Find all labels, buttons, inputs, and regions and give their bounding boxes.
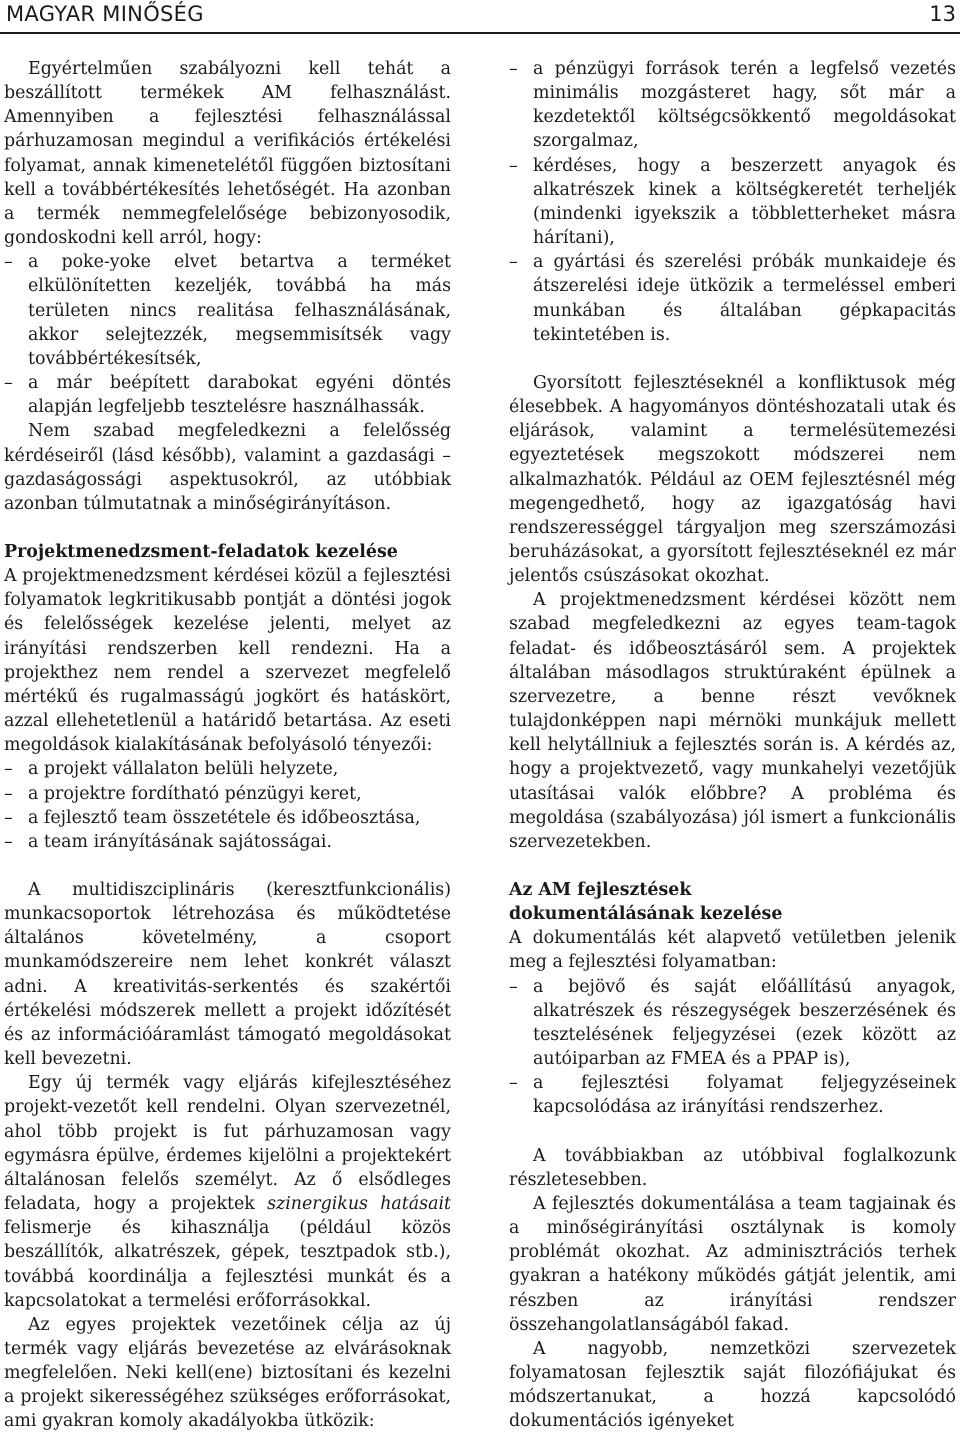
running-header	[0, 0, 960, 34]
paragraph: A dokumentálás két alapvető vetületben jelenik meg a fejlesztési folyamatban:	[509, 928, 956, 973]
paragraph: A fejlesztés dokumentálása a team tagjainak és a minőségirányítási osztálynak is komoly problémát okozhat. Az adminisztrációs terhek gyakran a hatékony működés gátját jelentik, ami részben az irányítási rendszer összehangolatlanságából fakad.	[509, 1193, 956, 1335]
left-column	[4, 57, 451, 1434]
list-item: – a pénzügyi források terén a legfelső vezetés minimális mozgásteret hagy, sőt már a kezdetektől költségcsökkentő megoldásokat szorgalmaz,	[509, 57, 956, 154]
list-item: – a gyártási és szerelési próbák munkaideje és átszerelési ideje ütközik a termeléssel emberi munkában és általában gépkapacitás tekintetében is.	[509, 250, 956, 347]
paragraph: Egy új termék vagy eljárás kifejlesztéséhez projekt-vezetőt kell rendelni. Olyan szervezetnél, ahol több projekt is fut párhuzamosan vagy egymásra épülve, érdemes kijelölni a projektekért általánosan felelős személyt. Az ő elsődleges feladata, hogy a projektek szinergikus hatásait felismerje és kihasználja (például közös beszállítók, alkatrészek, gépek, tesztpadok stb.), továbbá koordinálja a fejlesztési munkát és a kapcsolatokat a termelési erőforrásokkal.	[4, 1073, 452, 1311]
list-item: – a poke-yoke elvet betartva a terméket elkülönítetten kezeljék, továbbá ha más területen nincs realitása felhasználásának, akkor selejtezzék, megsemmisítsék vagy továbbértékesítsék,	[4, 250, 451, 371]
bullet-list	[509, 975, 956, 1120]
paragraph: A továbbiakban az utóbbival foglalkozunk részletesebben.	[509, 1145, 956, 1190]
section-heading: Az AM fejlesztések dokumentálásának kezelése	[509, 880, 783, 925]
list-item: – a team irányításának sajátosságai.	[4, 830, 451, 854]
list-item: – kérdéses, hogy a beszerzett anyagok és alkatrészek kinek a költségkeretét terheljék (mindenki igyekszik a többletterheket másra hárítani),	[509, 154, 956, 251]
paragraph: Az egyes projektek vezetőinek célja az új termék vagy eljárás bevezetése az elvárásoknak megfelelően. Neki kell(ene) biztosítani és kezelni a projekt sikerességéhez szükséges erőforrásokat, ami gyakran komoly akadályokba ütközik:	[4, 1314, 451, 1432]
bullet-list	[4, 250, 451, 419]
section-heading: Projektmenedzsment-feladatok kezelése	[4, 541, 398, 562]
list-item: – a fejlesztési folyamat feljegyzéseinek kapcsolódása az irányítási rendszerhez.	[509, 1071, 956, 1119]
bullet-list	[4, 757, 451, 854]
bullet-list	[509, 57, 956, 347]
page-number: 13	[929, 2, 956, 26]
paragraph: A projektmenedzsment kérdései között nem szabad megfeledkezni az egyes team-tagok feladat- és időbeosztásáról sem. A projektek általában másodlagos struktúraként épülnek a szervezetre, a benne részt vevőknek tulajdonképpen napi mérnöki munkájuk mellett kell helytállniuk a fejlesztés során is. A kérdés az, hogy a projektvezető, vagy munkahelyi vezetőjük utasításai valók előbbre? A probléma és megoldása (szabályozása) jól ismert a funkcionális szervezetekben.	[509, 590, 956, 852]
paragraph: A nagyobb, nemzetközi szervezetek folyamatosan fejlesztik saját filozófiájukat és módszertanukat, a hozzá kapcsolódó dokumentációs igényeket	[509, 1338, 956, 1432]
list-item: – a fejlesztő team összetétele és időbeosztása,	[4, 806, 451, 830]
journal-title: MAGYAR MINŐSÉG	[6, 2, 204, 26]
list-item: – a projekt vállalaton belüli helyzete,	[4, 757, 451, 781]
list-item: – a projektre fordítható pénzügyi keret,	[4, 782, 451, 806]
list-item: – a bejövő és saját előállítású anyagok, alkatrészek és részegységek beszerzésének és tesztelésének feljegyzései (ezek között az autóiparban az FMEA és a PPAP is),	[509, 975, 956, 1072]
paragraph: A projektmenedzsment kérdései közül a fejlesztési folyamatok legkritikusabb pontját a döntési jogok és felelősségek kezelése jelenti, melyet az irányítási rendszerben kell rendezni. Ha a projekthez nem rendel a szervezet megfelelő mértékű és rugalmasságú jogkört és hatáskört, azzal ellehetetlenül a határidő betartása. Az eseti megoldások kialakításának befolyásoló tényezői:	[4, 566, 451, 756]
emphasis-text: szinergikus hatásait	[267, 1194, 452, 1215]
paragraph: A multidiszciplináris (keresztfunkcionális) munkacsoportok létrehozása és működtetése általános követelmény, a csoport munkamódszereire nem lehet konkrét választ adni. A kreativitás-serkentés és szakértői értékelési módszerek mellett a projekt időzítését és az információáramlást támogató megoldásokat kell bevezetni.	[4, 880, 451, 1070]
right-column	[509, 57, 956, 1433]
paragraph: Egyértelműen szabályozni kell tehát a beszállított termékek AM felhasználást. Amennyiben a fejlesztési felhasználással párhuzamosan megindul a verifikációs értékelési folyamat, annak kimenetelétől függően biztosítani kell a továbbértékesítés lehetőségét. Ha azonban a termék nemmegfelelősége bebizonyosodik, gondoskodni kell arról, hogy:	[4, 59, 451, 249]
paragraph: Gyorsított fejlesztéseknél a konfliktusok még élesebbek. A hagyományos döntéshozatali utak és eljárások, valamint a termelésütemezési egyeztetések megszokott módszerei nem alkalmazhatók. Például az OEM fejlesztésnél még megengedhető, hogy az igazgatóság havi rendszerességgel tárgyaljon meg szerszámozási beruházásokat, a gyorsított fejlesztéseknél ez már jelentős csúszásokat okozhat.	[509, 372, 956, 587]
paragraph: Nem szabad megfeledkezni a felelősség kérdéseiről (lásd később), valamint a gazdasági – gazdaságossági aspektusokról, az utóbbiak azonban túlmutatnak a minőségirányításon.	[4, 421, 451, 514]
list-item: – a már beépített darabokat egyéni döntés alapján legfeljebb tesztelésre használhassák.	[4, 371, 451, 419]
